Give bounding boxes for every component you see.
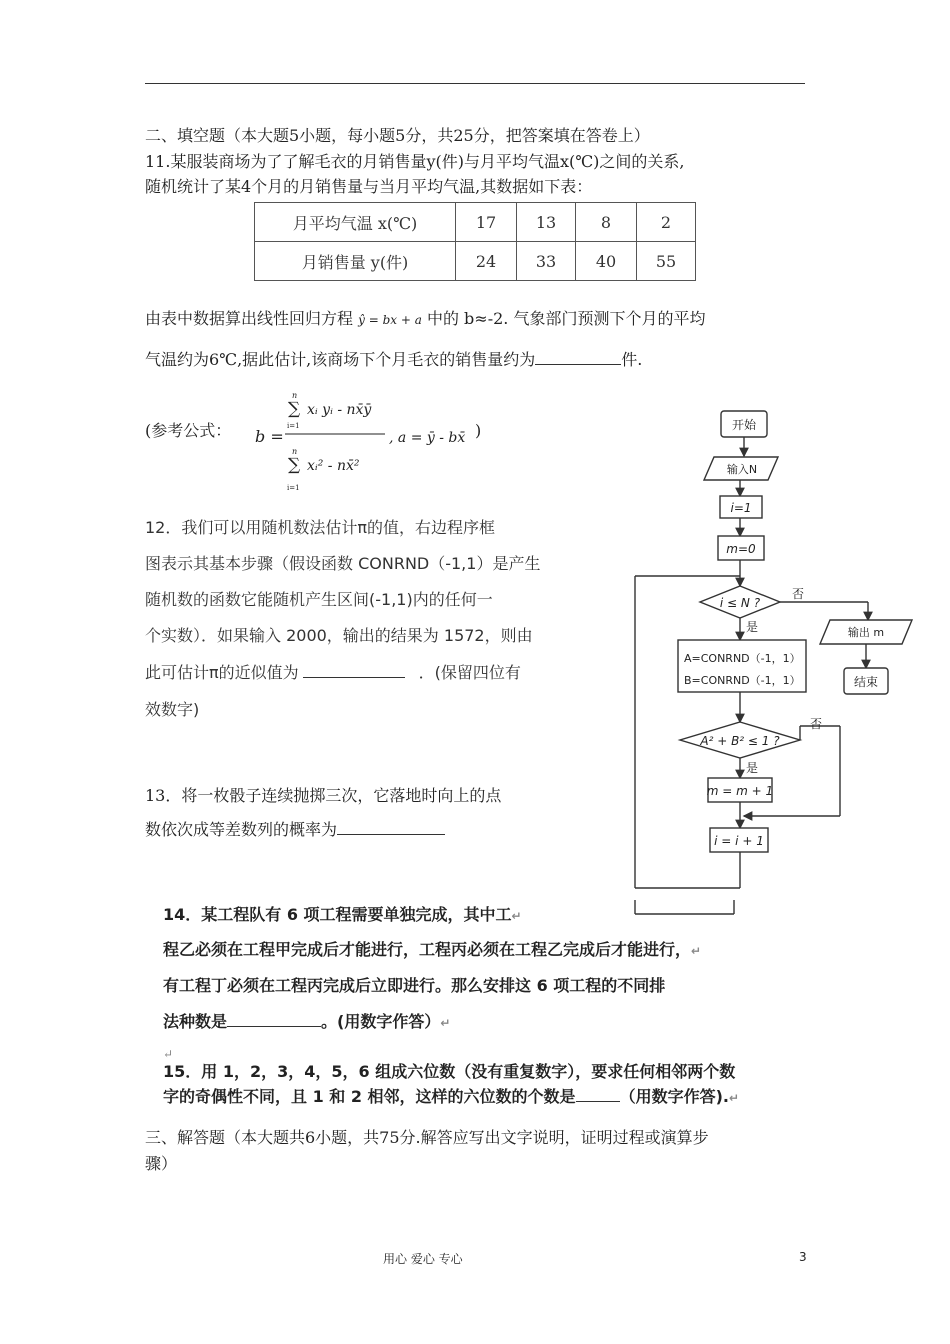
- return-mark: ↵: [440, 1016, 451, 1030]
- numerator: xᵢ yᵢ - nx̄ȳ: [307, 402, 372, 418]
- q11-data-table: [254, 202, 696, 281]
- table-cell: 24: [456, 242, 517, 281]
- regression-equation: ŷ = bx + a: [358, 313, 422, 327]
- q11-line4: [145, 350, 642, 370]
- q15-line2-text: 字的奇偶性不同，且 1 和 2 相邻，这样的六位数的个数是: [163, 1087, 576, 1106]
- table-cell: 8: [576, 203, 637, 242]
- cond1-label: i ≤ N ?: [719, 596, 761, 610]
- no2-label: 否: [810, 717, 823, 731]
- q14-line4-end: 。(用数字作答）: [321, 1012, 441, 1031]
- sum-lower-bottom: i=1: [287, 484, 300, 492]
- output-label: 输出 m: [847, 626, 885, 639]
- start-label: 开始: [731, 418, 757, 432]
- no1-label: 否: [792, 587, 805, 601]
- q11-line3-a: 由表中数据算出线性回归方程: [145, 309, 354, 328]
- denominator: xᵢ² - nx̄²: [307, 458, 360, 474]
- answer-blank[interactable]: [535, 350, 621, 365]
- section3-line2: 骤）: [145, 1154, 178, 1173]
- q12-line5-end: ．(保留四位有: [418, 663, 521, 682]
- q14-line2-text: 程乙必须在工程甲完成后才能进行，工程丙必须在工程乙完成后才能进行，: [163, 940, 692, 959]
- formula-a: , a = ȳ - bx̄: [389, 430, 466, 446]
- page-number: 3: [799, 1250, 807, 1264]
- q13-line2-text: 数依次成等差数列的概率为: [145, 820, 338, 839]
- table-cell: 13: [517, 203, 576, 242]
- formula-close: ): [475, 421, 482, 440]
- q12-line1: 12．我们可以用随机数法估计π的值，右边程序框: [145, 518, 495, 537]
- return-mark: ↵: [691, 944, 702, 958]
- q12-line2: 图表示其基本步骤（假设函数 CONRND（-1,1）是产生: [145, 554, 541, 573]
- q11-line4-text: 气温约为6℃,据此估计,该商场下个月毛衣的销售量约为: [145, 350, 536, 369]
- q15-line2: [163, 1087, 739, 1108]
- q13-line1: 13．将一枚骰子连续抛掷三次，它落地时向上的点: [145, 786, 502, 805]
- table-cell: 2: [637, 203, 696, 242]
- q15-line2-end: （用数字作答).: [619, 1087, 729, 1106]
- q11-line3: [145, 309, 705, 330]
- table-row: [255, 203, 696, 242]
- cond2-label: A² + B² ≤ 1 ?: [700, 734, 780, 748]
- table-cell: 40: [576, 242, 637, 281]
- header-rule: [145, 83, 805, 84]
- table-cell-label: 月销售量 y(件): [255, 242, 456, 281]
- q11-line4-end: 件.: [621, 350, 643, 369]
- q14-line4-text: 法种数是: [163, 1012, 228, 1031]
- table-cell-label: 月平均气温 x(℃): [255, 203, 456, 242]
- table-cell: 17: [456, 203, 517, 242]
- q12-line4: 个实数）．如果输入 2000，输出的结果为 1572，则由: [145, 626, 533, 645]
- sum-symbol-bottom: ∑: [288, 455, 301, 475]
- init-m-label: m=0: [726, 542, 756, 556]
- q12-line5: [145, 663, 521, 683]
- table-cell: 33: [517, 242, 576, 281]
- page-footer: 用心 爱心 专心: [383, 1252, 463, 1266]
- q15-line1: 15．用 1，2，3，4，5，6 组成六位数（没有重复数字），要求任何相邻两个数: [163, 1062, 736, 1081]
- section2-heading: 二、填空题（本大题5小题，每小题5分，共25分，把答案填在答卷上）: [145, 126, 650, 145]
- answer-blank[interactable]: [303, 663, 405, 678]
- formula-b: b =: [255, 427, 284, 446]
- program-flowchart: [630, 400, 930, 920]
- sum-upper-bottom: n: [292, 447, 298, 456]
- reference-formula: [145, 390, 525, 500]
- formula-label: (参考公式：: [145, 421, 232, 440]
- table-row: [255, 242, 696, 281]
- q11-line1: 11.某服装商场为了了解毛衣的月销售量y(件)与月平均气温x(℃)之间的关系,: [145, 152, 685, 171]
- q13-line2: [145, 820, 445, 840]
- assign-a-label: A=CONRND（-1，1）: [684, 652, 801, 665]
- end-label: 结束: [853, 675, 879, 689]
- init-i-label: i=1: [730, 501, 752, 515]
- q12-line6: 效数字): [145, 700, 200, 719]
- answer-blank[interactable]: [337, 820, 445, 835]
- sum-lower-top: i=1: [287, 422, 300, 430]
- inc-m-label: m = m + 1: [706, 784, 774, 798]
- sum-upper-top: n: [292, 391, 298, 400]
- q14-line3: 有工程丁必须在工程丙完成后立即进行。那么安排这 6 项工程的不同排: [163, 976, 666, 995]
- table-cell: 55: [637, 242, 696, 281]
- return-mark: ↵: [728, 1091, 740, 1105]
- input-label: 输入N: [726, 463, 758, 476]
- answer-blank[interactable]: [576, 1087, 620, 1102]
- yes1-label: 是: [746, 620, 759, 634]
- q14-line2: [163, 940, 701, 961]
- sum-symbol-top: ∑: [288, 399, 301, 419]
- q14-line1: [163, 905, 522, 926]
- q12-line5-text: 此可估计π的近似值为: [145, 663, 299, 682]
- assign-b-label: B=CONRND（-1，1）: [684, 674, 801, 687]
- q11-line2: 随机统计了某4个月的月销售量与当月平均气温,其数据如下表：: [145, 177, 593, 196]
- inc-i-label: i = i + 1: [714, 834, 764, 848]
- q12-line3: 随机数的函数它能随机产生区间(-1,1)内的任何一: [145, 590, 493, 609]
- return-mark: ↵: [511, 909, 522, 923]
- answer-blank[interactable]: [227, 1012, 321, 1027]
- q14-line4: [163, 1012, 450, 1033]
- return-mark: ↵: [163, 1047, 174, 1061]
- q11-line3-b: 中的 b≈-2. 气象部门预测下个月的平均: [426, 309, 706, 328]
- section3-line1: 三、解答题（本大题共6小题，共75分.解答应写出文字说明，证明过程或演算步: [145, 1128, 709, 1147]
- q14-line1-text: 14．某工程队有 6 项工程需要单独完成，其中工: [163, 905, 512, 924]
- yes2-label: 是: [746, 761, 759, 775]
